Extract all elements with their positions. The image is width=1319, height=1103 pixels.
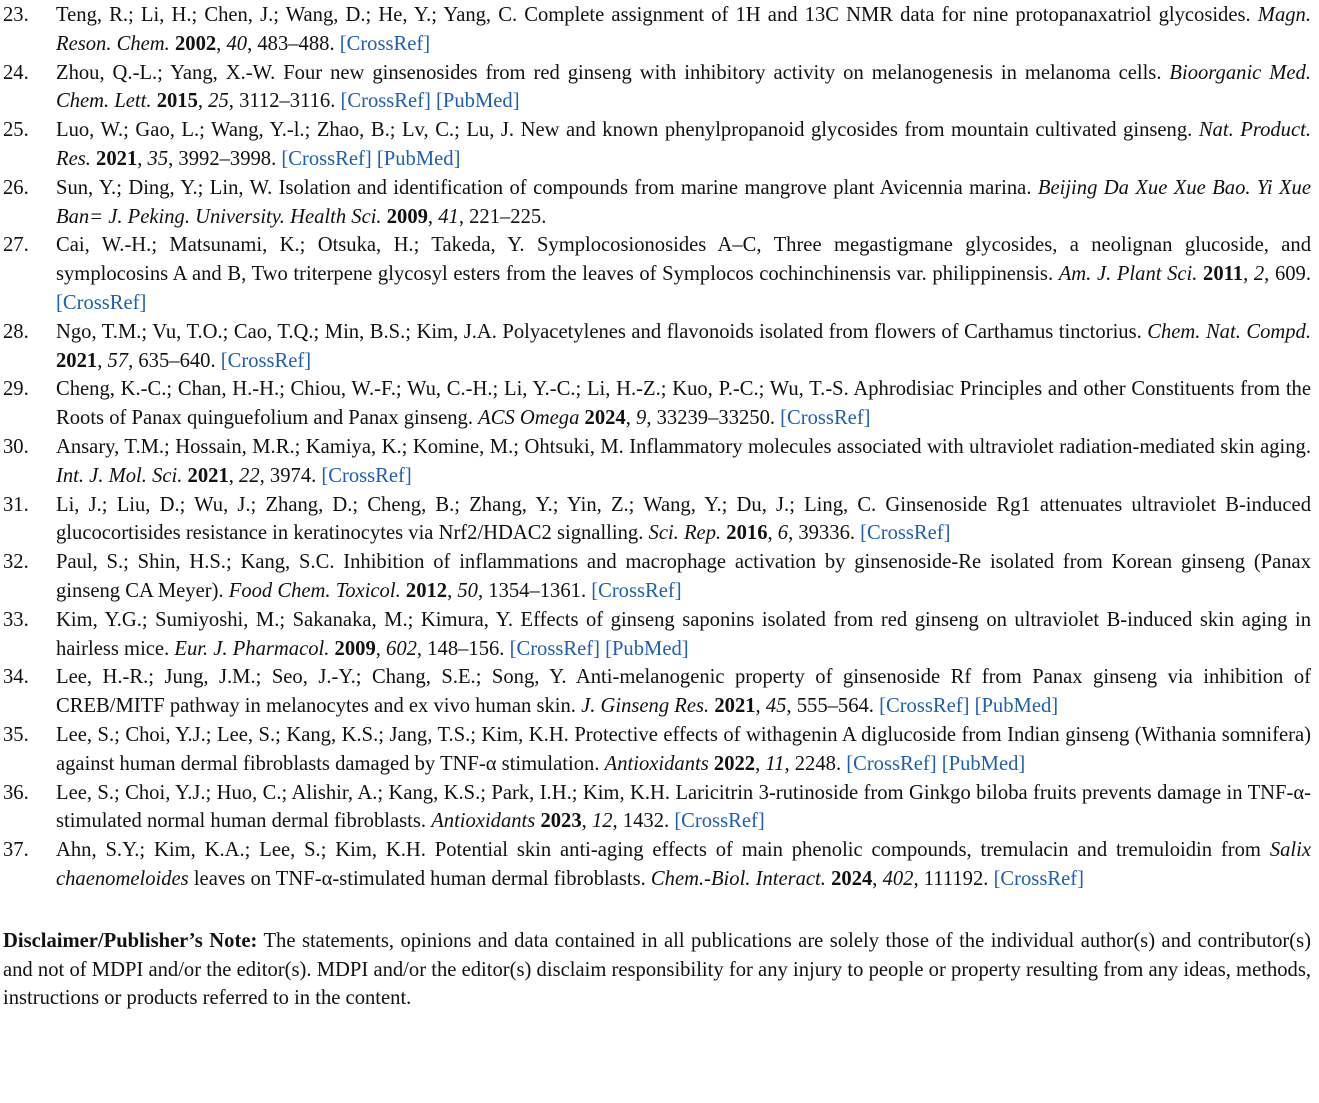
reference-item — [3, 663, 1311, 721]
citation-text: , 111192. — [913, 867, 994, 890]
crossref-link[interactable]: [CrossRef] — [281, 147, 372, 170]
reference-item — [3, 779, 1311, 837]
pubmed-link[interactable]: [PubMed] — [941, 752, 1026, 775]
citation-text: Zhou, Q.-L.; Yang, X.-W. Four new ginsenosides from red ginseng with inhibitory activity on melanogenesis in melanoma cells. — [56, 61, 1170, 84]
reference-text — [56, 177, 1311, 228]
reference-number: 31. — [3, 493, 29, 516]
pubmed-link[interactable]: [PubMed] — [436, 90, 520, 113]
volume-number: 602 — [386, 637, 417, 660]
reference-item — [3, 606, 1311, 664]
pubmed-link[interactable]: [PubMed] — [605, 637, 689, 660]
pubmed-link[interactable]: [PubMed] — [376, 147, 461, 170]
journal-name: Chem.-Biol. Interact. — [650, 867, 826, 890]
citation-text: Ahn, S.Y.; Kim, K.A.; Lee, S.; Kim, K.H. Potential skin anti-aging effects of main phenolic compounds, tremulacin and tremuloidin from — [56, 839, 1270, 862]
crossref-link[interactable]: [CrossRef] — [846, 752, 937, 775]
citation-text: leaves on TNF-α-stimulated human dermal fibroblasts. — [188, 867, 651, 890]
reference-number: 26. — [3, 176, 29, 199]
citation-text: Li, J.; Liu, D.; Wu, J.; Zhang, D.; Cheng, B.; Zhang, Y.; Yin, Z.; Wang, Y.; Du, J.; Ling, C. Ginsenoside Rg1 attenuates ultraviolet B-induced glucocortisides resistance in keratinocytes via Nrf2/HDAC2 signalling. — [56, 493, 1311, 545]
volume-number: 2 — [1253, 263, 1265, 286]
citation-text: Kim, Y.G.; Sumiyoshi, M.; Sakanaka, M.; Kimura, Y. Effects of ginseng saponins isolated from red ginseng on ultraviolet B-induced skin aging in hairless mice. — [56, 608, 1311, 660]
volume-number: 9 — [636, 407, 647, 430]
volume-number: 402 — [882, 867, 914, 890]
citation-text: , — [755, 695, 766, 718]
reference-number: 28. — [3, 320, 29, 343]
citation-text: , — [375, 637, 387, 660]
reference-item — [3, 491, 1311, 549]
reference-number: 29. — [3, 378, 29, 401]
crossref-link[interactable]: [CrossRef] — [674, 810, 765, 833]
reference-text — [56, 378, 1311, 429]
citation-text: , 3112–3116. — [228, 90, 341, 113]
publication-year: 2021 — [56, 349, 98, 372]
reference-item — [3, 116, 1311, 174]
citation-text: Paul, S.; Shin, H.S.; Kang, S.C. Inhibition of inflammations and macrophage activation by ginsenoside-Re isolated from Korean ginseng (Panax ginseng CA Meyer). — [56, 551, 1311, 602]
citation-text: Sun, Y.; Ding, Y.; Lin, W. Isolation and identification of compounds from marine mangrove plant Avicennia marina. — [56, 176, 1038, 199]
publication-year: 2021 — [714, 695, 756, 718]
citation-text: , 483–488. — [247, 32, 340, 55]
citation-text: , — [581, 810, 592, 833]
citation-text: , — [755, 752, 766, 775]
reference-item — [3, 721, 1311, 779]
citation-text: , — [137, 147, 148, 170]
citation-text: Lee, S.; Choi, Y.J.; Huo, C.; Alishir, A.; Kang, K.S.; Park, I.H.; Kim, K.H. Laricitrin 3-rutinoside from Ginkgo biloba fruits prevents damage in TNF-α-stimulated normal human dermal fibroblasts. — [56, 781, 1311, 833]
volume-number: 12 — [591, 810, 613, 833]
reference-item — [3, 174, 1311, 232]
citation-text: , — [197, 90, 209, 113]
reference-text — [56, 436, 1311, 487]
reference-item — [3, 231, 1311, 317]
reference-item — [3, 375, 1311, 433]
publication-year: 2015 — [156, 90, 198, 113]
citation-text: , — [872, 867, 883, 890]
pubmed-link[interactable]: [PubMed] — [974, 695, 1059, 718]
citation-text: , 3974. — [259, 464, 322, 487]
reference-text — [56, 119, 1311, 170]
reference-number: 23. — [3, 4, 29, 26]
journal-name: Chem. Nat. Compd. — [1147, 320, 1311, 343]
citation-text: , — [1243, 263, 1254, 286]
publication-year: 2009 — [386, 205, 428, 228]
citation-text: , — [625, 407, 637, 430]
journal-name: ACS Omega — [478, 407, 580, 430]
journal-name: Int. J. Mol. Sci. — [56, 464, 183, 487]
volume-number: 35 — [147, 147, 169, 170]
citation-text: Cai, W.-H.; Matsunami, K.; Otsuka, H.; Takeda, Y. Symplocosionosides A–C, Three megastigmane glycosides, a neolignan glucoside, and symplocosins A and B, Two triterpene glycosyl esters from the leaves of Symplocos cochinchinensis var. philippinensis. — [56, 234, 1311, 286]
citation-text: , 39336. — [788, 522, 861, 545]
volume-number: 45 — [765, 695, 787, 718]
citation-text: Luo, W.; Gao, L.; Wang, Y.-l.; Zhao, B.; Lv, C.; Lu, J. New and known phenylpropanoid glycosides from mountain cultivated ginseng. — [56, 119, 1199, 142]
crossref-link[interactable]: [CrossRef] — [339, 32, 431, 55]
reference-number: 32. — [3, 551, 29, 574]
publication-year: 2024 — [584, 407, 626, 430]
journal-name: Beijing Da Xue Xue Bao. Yi Xue Ban= J. Peking. University. Health Sci. — [56, 176, 1311, 228]
reference-item — [3, 548, 1311, 606]
citation-text: Ansary, T.M.; Hossain, M.R.; Kamiya, K.; Komine, M.; Ohtsuki, M. Inflammatory molecules associated with ultraviolet radiation-mediated skin aging. — [56, 435, 1311, 458]
citation-text: Lee, H.-R.; Jung, J.M.; Seo, J.-Y.; Chang, S.E.; Song, Y. Anti-melanogenic property of ginsenoside Rf from Panax ginseng via inhibition of CREB/MITF pathway in melanocytes and ex vivo human skin. — [56, 666, 1311, 718]
citation-text: Ngo, T.M.; Vu, T.O.; Cao, T.Q.; Min, B.S.; Kim, J.A. Polyacetylenes and flavonoids isolated from flowers of Carthamus tinctorius. — [56, 320, 1148, 343]
crossref-link[interactable]: [CrossRef] — [860, 522, 951, 545]
crossref-link[interactable]: [CrossRef] — [993, 867, 1084, 890]
citation-text: , 555–564. — [786, 695, 880, 718]
volume-number: 41 — [438, 205, 459, 228]
publication-year: 2011 — [1203, 263, 1244, 286]
disclaimer-body: The statements, opinions and data contained in all publications are solely those of the individual author(s) and contributor(s) and not of MDPI and/or the editor(s). MDPI and/or the editor(s) disclaim responsibility for any injury to people or property resulting from any ideas, methods, instructions or products referred to in the content. — [3, 929, 1311, 1010]
disclaimer — [3, 927, 1311, 1013]
reference-text — [56, 62, 1311, 113]
volume-number: 50 — [457, 579, 478, 602]
volume-number: 22 — [239, 464, 260, 487]
publication-year: 2009 — [334, 637, 376, 660]
citation-text: , 1354–1361. — [477, 579, 592, 602]
volume-number: 57 — [107, 349, 129, 372]
reference-number: 24. — [3, 61, 29, 84]
reference-text — [56, 724, 1311, 775]
citation-text: , 1432. — [612, 810, 675, 833]
reference-item — [3, 318, 1311, 376]
reference-text — [56, 4, 1311, 55]
citation-text: , 609. — [1264, 263, 1311, 286]
reference-number: 37. — [3, 839, 29, 862]
crossref-link[interactable]: [CrossRef] — [879, 695, 970, 718]
reference-number: 30. — [3, 435, 29, 458]
reference-list — [3, 0, 1311, 894]
citation-text: , — [97, 349, 108, 372]
reference-number: 34. — [3, 666, 29, 689]
citation-text: Lee, S.; Choi, Y.J.; Lee, S.; Kang, K.S.; Jang, T.S.; Kim, K.H. Protective effects of withagenin A diglucoside from Indian ginseng (Withania somnifera) against human dermal fibroblasts damaged by TNF-α stimulation. — [56, 723, 1311, 775]
reference-number: 27. — [3, 234, 29, 257]
reference-number: 33. — [3, 608, 29, 631]
reference-text — [56, 782, 1311, 833]
citation-text: , — [216, 32, 227, 55]
journal-name: Salix chaenomeloides — [56, 839, 1311, 890]
journal-name: Food Chem. Toxicol. — [228, 579, 401, 602]
citation-text: , 148–156. — [416, 637, 510, 660]
publication-year: 2012 — [405, 579, 448, 602]
citation-text: , — [447, 579, 458, 602]
journal-name: Nat. Product. Res. — [56, 119, 1311, 170]
journal-name: Bioorganic Med. Chem. Lett. — [56, 61, 1311, 113]
crossref-link[interactable]: [CrossRef] — [56, 291, 147, 314]
reference-text — [56, 234, 1311, 314]
citation-text: , 3992–3998. — [168, 147, 282, 170]
reference-text — [56, 609, 1311, 660]
reference-text — [56, 551, 1311, 602]
publication-year: 2016 — [726, 522, 768, 545]
crossref-link[interactable]: [CrossRef] — [321, 464, 412, 487]
reference-number: 35. — [3, 723, 29, 746]
publication-year: 2002 — [174, 32, 217, 55]
publication-year: 2021 — [187, 464, 229, 487]
journal-name: Antioxidants — [431, 810, 536, 833]
reference-item — [3, 836, 1311, 894]
volume-number: 6 — [777, 522, 789, 545]
citation-text: , — [767, 522, 778, 545]
crossref-link[interactable]: [CrossRef] — [220, 349, 312, 372]
publication-year: 2022 — [713, 752, 756, 775]
reference-item — [3, 59, 1311, 117]
reference-number: 25. — [3, 119, 29, 142]
volume-number: 11 — [765, 752, 785, 775]
crossref-link[interactable]: [CrossRef] — [780, 407, 871, 430]
reference-text — [56, 494, 1311, 545]
reference-item — [3, 1, 1311, 59]
publication-year: 2021 — [96, 147, 138, 170]
volume-number: 40 — [226, 32, 248, 55]
journal-name: Magn. Reson. Chem. — [56, 4, 1311, 55]
journal-name: J. Ginseng Res. — [581, 695, 710, 718]
citation-text: , 221–225. — [458, 205, 547, 228]
journal-name: Antioxidants — [604, 752, 709, 775]
reference-number: 36. — [3, 781, 29, 804]
citation-text: , — [427, 205, 439, 228]
citation-text: , 635–640. — [128, 349, 221, 372]
volume-number: 25 — [208, 90, 229, 113]
crossref-link[interactable]: [CrossRef] — [509, 637, 600, 660]
reference-text — [56, 321, 1311, 372]
citation-text: , 2248. — [784, 752, 847, 775]
reference-text — [56, 666, 1311, 717]
journal-name: Sci. Rep. — [648, 522, 722, 545]
disclaimer-lead: Disclaimer/Publisher’s Note: — [3, 929, 258, 952]
citation-text: Teng, R.; Li, H.; Chen, J.; Wang, D.; He, Y.; Yang, C. Complete assignment of 1H and 13C NMR data for nine protopanaxatriol glycosides. — [56, 4, 1258, 26]
crossref-link[interactable]: [CrossRef] — [340, 90, 431, 113]
publication-year: 2023 — [540, 810, 582, 833]
citation-text: Cheng, K.-C.; Chan, H.-H.; Chiou, W.-F.; Wu, C.-H.; Li, Y.-C.; Li, H.-Z.; Kuo, P.-C.; Wu, T.-S. Aphrodisiac Principles and other Constituents from the Roots of Panax quinguefolium and Panax ginseng. — [56, 378, 1311, 430]
publication-year: 2024 — [831, 867, 873, 890]
journal-name: Am. J. Plant Sci. — [1058, 263, 1198, 286]
citation-text: , — [228, 464, 240, 487]
journal-name: Eur. J. Pharmacol. — [174, 637, 330, 660]
citation-text: , 33239–33250. — [646, 407, 781, 430]
reference-text — [56, 839, 1311, 890]
reference-item — [3, 433, 1311, 491]
crossref-link[interactable]: [CrossRef] — [591, 579, 682, 602]
